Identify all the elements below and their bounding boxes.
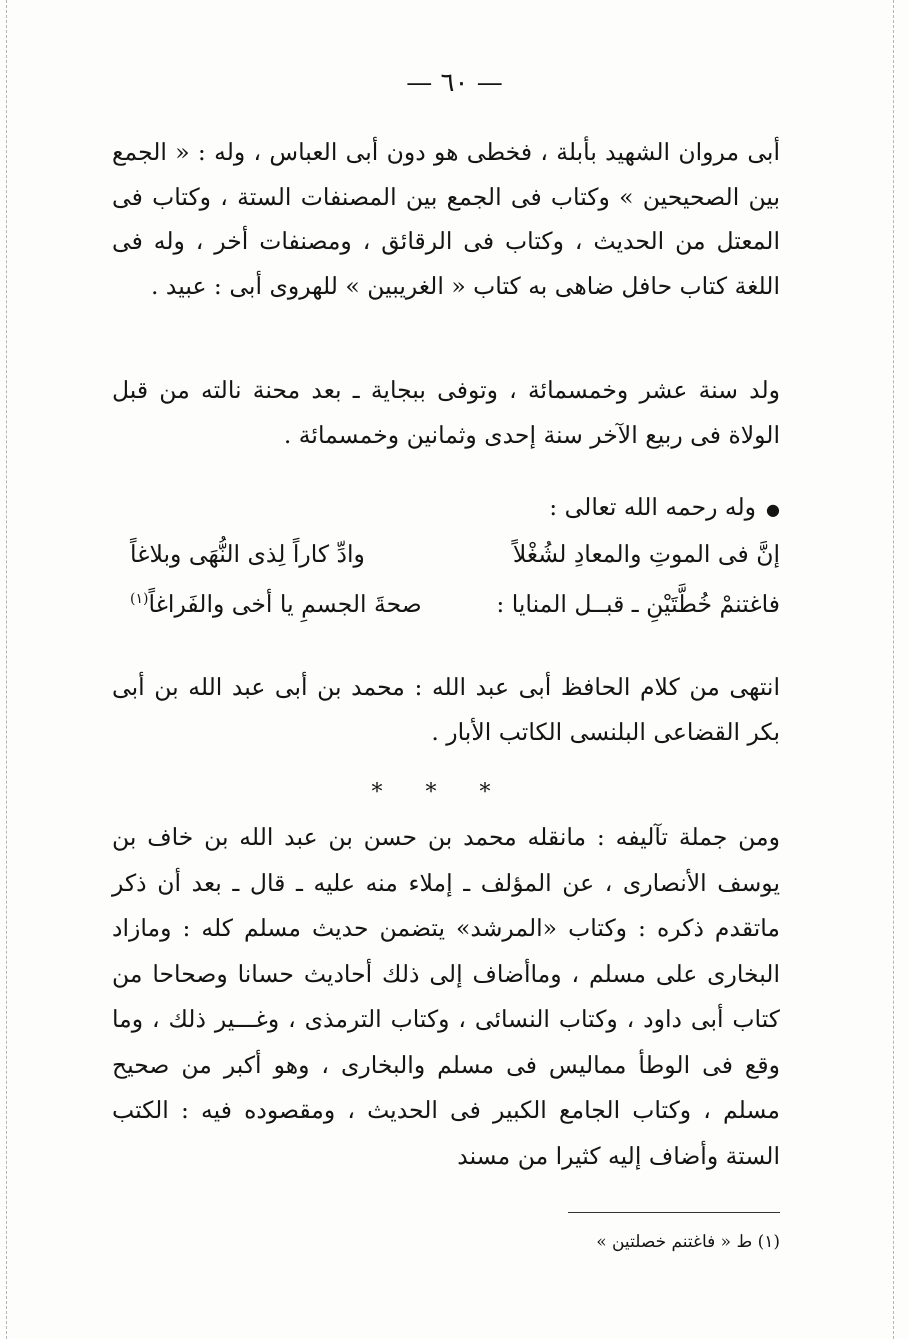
poem-intro-text: وله رحمه الله تعالى : [549,493,757,521]
verse-line-2 [130,590,780,618]
verse-first-hemistich: إنَّ فى الموتِ والمعادِ لشُغْلاً [512,540,780,568]
paragraph-source [112,665,780,754]
page-edge-left [6,0,7,1339]
verse-second-hemistich: وادِّ كاراً لِذى النُّهَى وبلاغاً [130,540,365,568]
paragraph-works [112,815,780,1179]
footnote-marker: (١) [130,591,149,608]
section-separator: * * * [371,780,509,805]
verse-second-hemistich: صحةَ الجسمِ يا أخى والفَراغاً [148,590,422,618]
paragraph-text: أبى مروان الشهيد بأبلة ، فخطى هو دون أبى العباس ، وله : « الجمع بين الصحيحين » وكتاب فى الجمع بين المصنفات الستة ، وكتاب فى المعتل من الحديث ، وكتاب فى الرقائق ، ومصنفات أخر ، وله فى اللغة كتاب حافل ضاهى به كتاب « الغريبين » للهروى أبى : عبيد . [112,138,780,300]
paragraph-birth-death [112,368,780,457]
footnote-divider [568,1212,780,1213]
verse-first-hemistich: فاغتنمْ خُطَّتَيْنِ ـ قبــل المنايا : [496,590,780,618]
paragraph-text: ومن جملة تآليفه : مانقله محمد بن حسن بن عبد الله بن خاف بن يوسف الأنصارى ، عن المؤلف ـ إملاء منه عليه ـ قال ـ بعد أن ذكر ماتقدم ذكره : وكتاب «المرشد» يتضمن حديث مسلم كله : ومازاد البخارى على مسلم ، وماأضاف إلى ذلك أحاديث حسانا وصحاحا من كتاب أبى داود ، وكتاب النسائى ، وكتاب الترمذى ، وغـــير ذلك ، وما وقع فى الوطأ مماليس فى مسلم والبخارى ، وهو أكبر من صحيح مسلم ، وكتاب الجامع الكبير فى الحديث ، ومقصوده فيه : الكتب الستة وأضاف إليه كثيرا من مسند [112,823,780,1170]
paragraph-text: ولد سنة عشر وخمسمائة ، وتوفى ببجاية ـ بعد محنة نالته من قبل الولاة فى ربيع الآخر سنة إحدى وثمانين وخمسمائة . [112,376,780,449]
paragraph-text: انتهى من كلام الحافظ أبى عبد الله : محمد بن أبى عبد الله بن أبى بكر القضاعى البلنسى الكاتب الأبار . [112,673,780,746]
paragraph-biography [112,130,780,308]
page-number: — ٦٠ — [406,68,503,98]
verse-second-hemistich-wrap [130,590,422,618]
page-edge-right [893,0,894,1339]
bullet-icon: ● [766,500,780,519]
poem-intro [112,485,780,533]
poem-intro-line [112,485,780,533]
footnote: (١) ط « فاغتنم خصلتين » [596,1232,780,1252]
verse-line-1 [130,540,780,568]
